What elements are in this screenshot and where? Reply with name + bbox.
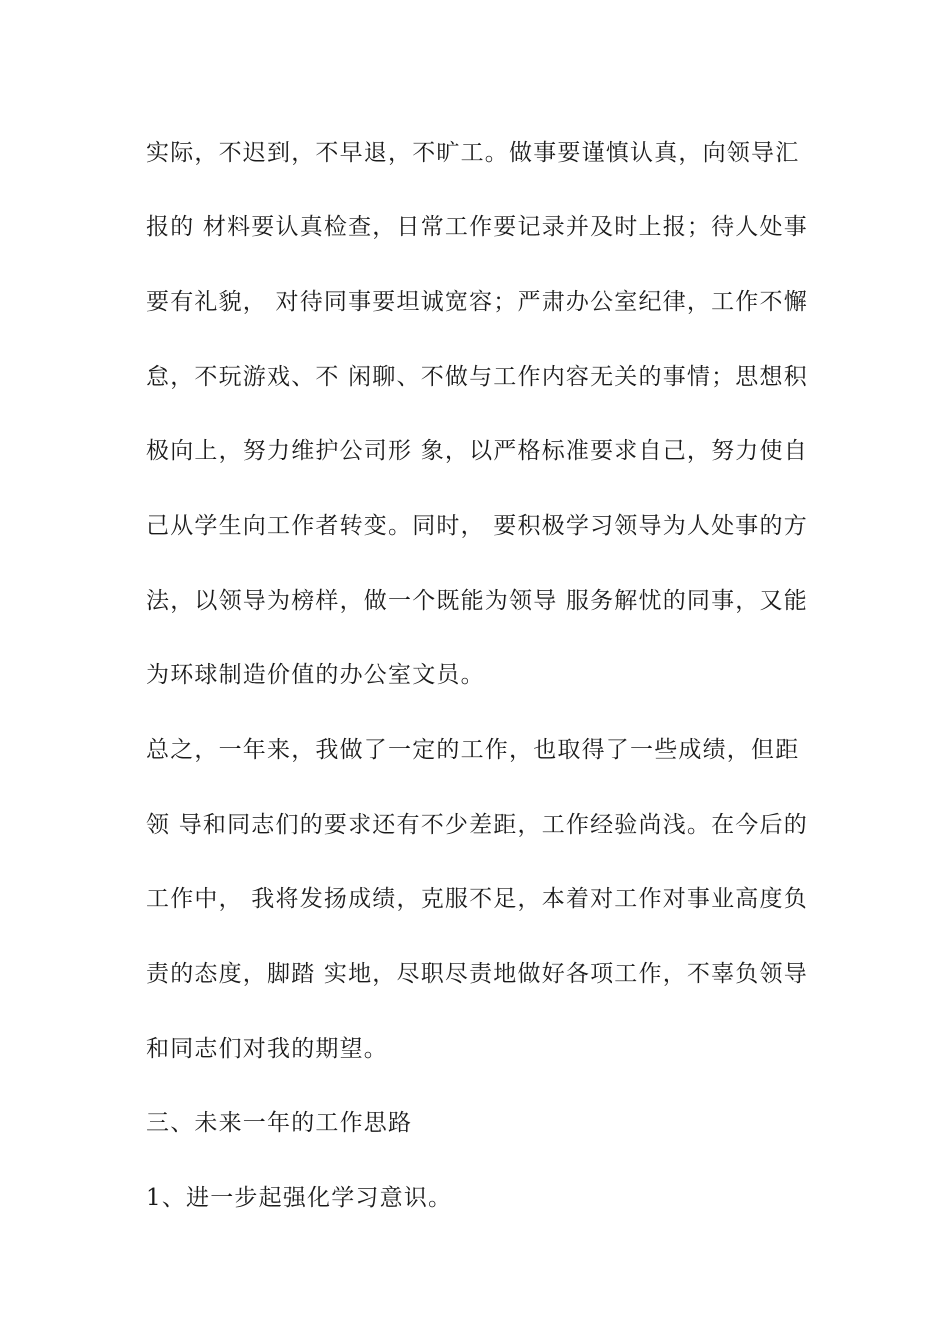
paragraph-1-line-6: 己从学生向工作者转变。同时， 要积极学习领导为人处事的方 <box>146 513 808 539</box>
paragraph-2-line-1: 总之，一年来，我做了一定的工作，也取得了一些成绩，但距 <box>146 737 800 763</box>
paragraph-2-line-3: 工作中， 我将发扬成绩，克服不足，本着对工作对事业高度负 <box>146 886 808 912</box>
list-item-1: 1、进一步起强化学习意识。 <box>146 1185 453 1211</box>
paragraph-2-line-4: 责的态度，脚踏 实地，尽职尽责地做好各项工作，不辜负领导 <box>146 961 808 987</box>
paragraph-2-line-5: 和同志们对我的期望。 <box>146 1036 388 1062</box>
paragraph-1-line-5: 极向上，努力维护公司形 象，以严格标准要求自己，努力使自 <box>146 438 808 464</box>
paragraph-1-line-2: 报的 材料要认真检查，日常工作要记录并及时上报；待人处事 <box>146 214 808 240</box>
paragraph-1-line-4: 怠，不玩游戏、不 闲聊、不做与工作内容无关的事情；思想积 <box>146 364 808 390</box>
paragraph-1-line-1: 实际，不迟到，不早退，不旷工。做事要谨慎认真，向领导汇 <box>146 140 800 166</box>
paragraph-2-line-2: 领 导和同志们的要求还有不少差距，工作经验尚浅。在今后的 <box>146 812 808 838</box>
paragraph-1-line-7: 法，以领导为榜样，做一个既能为领导 服务解忧的同事，又能 <box>146 588 808 614</box>
paragraph-1-line-8: 为环球制造价值的办公室文员。 <box>146 662 485 688</box>
paragraph-1-line-3: 要有礼貌， 对待同事要坦诚宽容；严肃办公室纪律，工作不懈 <box>146 289 808 315</box>
section-heading: 三、未来一年的工作思路 <box>146 1110 413 1136</box>
